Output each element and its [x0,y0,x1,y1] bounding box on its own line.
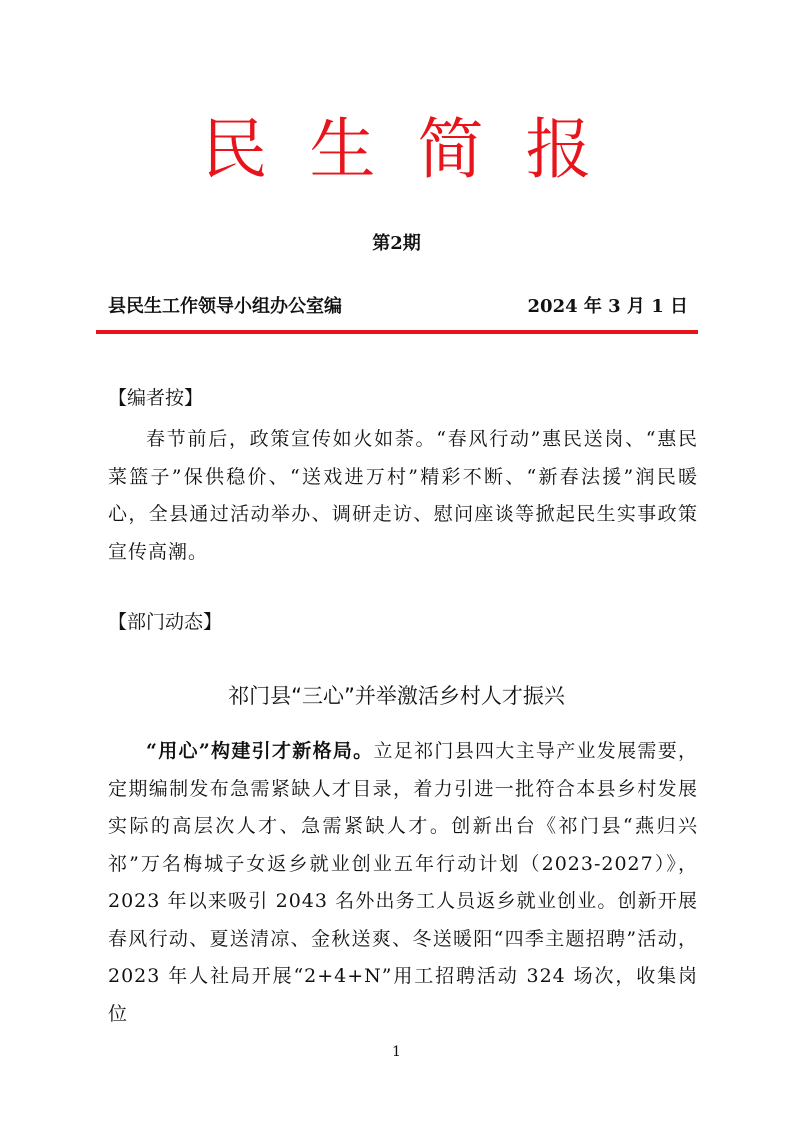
masthead-title: 民生简报 [201,111,634,188]
editor-office: 县民生工作领导小组办公室编 [108,296,342,317]
publish-date: 2024 年 3 月 1 日 [527,296,688,317]
red-divider [96,330,698,334]
article-title: 祁门县“三心”并举激活乡村人才振兴 [228,684,565,708]
article-lead: “用心”构建引才新格局。 [146,740,374,762]
article-paragraph [108,733,698,1033]
page-number: 1 [392,1044,401,1060]
meta-row [108,292,688,322]
article-body: 立足祁门县四大主导产业发展需要，定期编制发布急需紧缺人才目录，着力引进一批符合本县乡村发展实际的高层次人才、急需紧缺人才。创新出台《祁门县“燕归兴祁”万名梅城子女返乡就业创业五年行动计划（2023-2027）》，2023 年以来吸引 2043 名外出务工人员返乡就业创业。创新开展春风行动、夏送清凉、金秋送爽、冬送暖阳“四季主题招聘”活动，2023 年人社局开展“2+4+N”用工招聘活动 324 场次，收集岗位 [108,740,698,1025]
editor-note-body: 春节前后，政策宣传如火如荼。“春风行动”惠民送岗、“惠民菜篮子”保供稳价、“送戏进万村”精彩不断、“新春法援”润民暖心，全县通过活动举办、调研走访、慰问座谈等掀起民生实事政策宣传高潮。 [108,428,698,563]
editor-note-heading: 【编者按】 [108,387,204,409]
department-news-heading: 【部门动态】 [108,611,223,633]
issue-number: 第2期 [372,233,421,254]
